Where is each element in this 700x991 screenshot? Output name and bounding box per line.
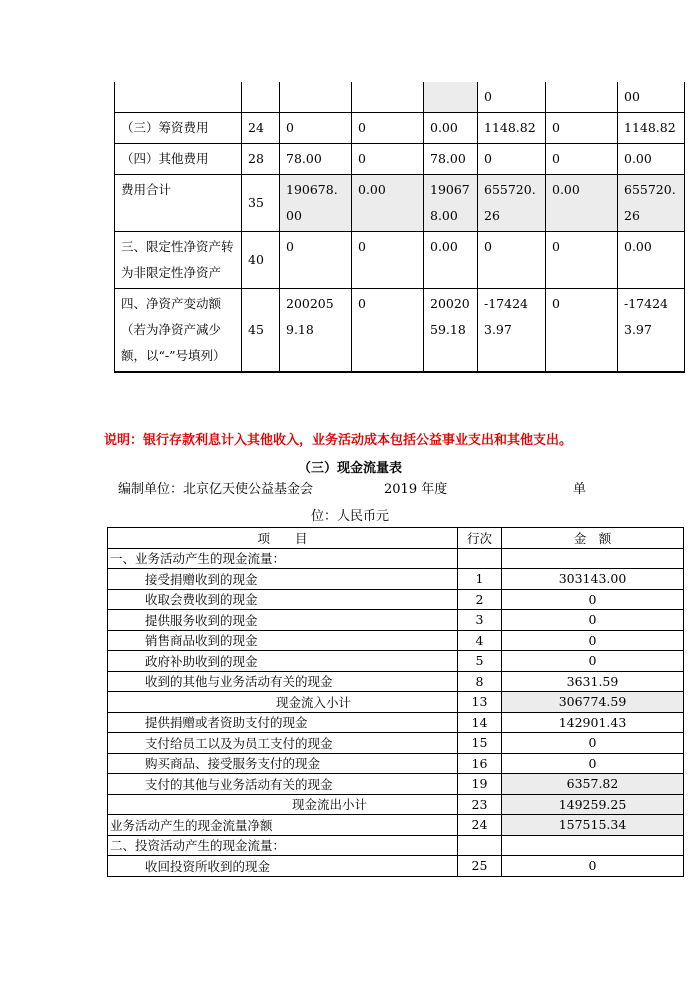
value-cell: 655720.26 [478,175,546,232]
item-cell: （三）筹资费用 [115,113,242,144]
table-header-row [108,528,684,549]
amount-cell: 0 [502,651,684,672]
value-cell: 0 [478,144,546,175]
item-cell: 三、限定性净资产转为非限定性净资产 [115,232,242,289]
table-row [108,712,684,733]
value-cell: 0 [280,232,352,289]
line-cell: 40 [242,232,280,289]
item-cell: 政府补助收到的现金 [108,651,458,672]
table-row [108,835,684,856]
item-cell: 费用合计 [115,175,242,232]
amount-cell: 306774.59 [502,692,684,713]
currency-unit-part1: 单 [573,482,587,497]
table-row [108,569,684,590]
value-cell: 78.00 [280,144,352,175]
amount-cell [502,835,684,856]
item-cell [115,82,242,113]
header-amount: 金 额 [502,528,684,549]
report-year: 2019 年度 [384,482,448,497]
value-cell: 1148.82 [478,113,546,144]
cash-flow-title: （三）现金流量表 [297,461,402,476]
value-cell: 190678.00 [424,175,478,232]
item-cell: 销售商品收到的现金 [108,630,458,651]
value-cell: 0 [546,289,618,373]
table-row [108,753,684,774]
amount-cell: 142901.43 [502,712,684,733]
item-cell: 接受捐赠收到的现金 [108,569,458,590]
value-cell: 0 [352,113,424,144]
item-cell: 四、净资产变动额（若为净资产减少额，以“-”号填列） [115,289,242,373]
value-cell: 0 [352,232,424,289]
line-cell [458,548,502,569]
value-cell [352,82,424,113]
value-cell: 00 [618,82,685,113]
activity-table [114,82,685,373]
line-cell: 24 [242,113,280,144]
item-cell: 一、业务活动产生的现金流量： [108,548,458,569]
amount-cell: 0 [502,630,684,651]
item-cell: 购买商品、接受服务支付的现金 [108,753,458,774]
line-cell: 23 [458,794,502,815]
value-cell: 0 [280,113,352,144]
amount-cell: 6357.82 [502,774,684,795]
value-cell: 2002059.18 [280,289,352,373]
table-row [108,856,684,877]
amount-cell: 0 [502,733,684,754]
table-row [108,815,684,836]
line-cell: 35 [242,175,280,232]
amount-cell: 3631.59 [502,671,684,692]
value-cell: 0 [352,144,424,175]
line-cell: 15 [458,733,502,754]
amount-cell: 0 [502,856,684,877]
item-cell: 提供服务收到的现金 [108,610,458,631]
item-cell: 收回投资所收到的现金 [108,856,458,877]
table-row [108,630,684,651]
table-row [108,651,684,672]
line-cell: 24 [458,815,502,836]
value-cell [280,82,352,113]
line-cell: 28 [242,144,280,175]
amount-cell: 303143.00 [502,569,684,590]
item-cell: 提供捐赠或者资助支付的现金 [108,712,458,733]
table-row [108,692,684,713]
cash-flow-table [107,527,684,877]
value-cell: 0.00 [618,144,685,175]
value-cell: 0 [546,113,618,144]
value-cell [424,82,478,113]
line-cell: 5 [458,651,502,672]
value-cell: -174243.97 [618,289,685,373]
item-cell: 收到的其他与业务活动有关的现金 [108,671,458,692]
line-cell: 2 [458,589,502,610]
value-cell: 0 [352,289,424,373]
item-cell: 现金流入小计 [108,692,458,713]
line-cell: 45 [242,289,280,373]
line-cell: 3 [458,610,502,631]
currency-unit-part2: 位：人民币元 [310,509,389,524]
value-cell: 0.00 [546,175,618,232]
amount-cell: 157515.34 [502,815,684,836]
explanation-note: 说明：银行存款利息计入其他收入，业务活动成本包括公益事业支出和其他支出。 [104,433,573,448]
table-row [108,610,684,631]
table-row [115,144,685,175]
value-cell: 0.00 [424,232,478,289]
value-cell [546,82,618,113]
line-cell: 14 [458,712,502,733]
value-cell: 0 [546,232,618,289]
line-cell: 13 [458,692,502,713]
line-cell: 1 [458,569,502,590]
table-row [115,175,685,232]
line-cell: 4 [458,630,502,651]
table-row [115,113,685,144]
table-row [108,733,684,754]
value-cell: -174243.97 [478,289,546,373]
table-row [108,794,684,815]
line-cell: 19 [458,774,502,795]
preparing-unit: 编制单位：北京亿天使公益基金会 [118,482,314,497]
value-cell: 0 [478,82,546,113]
item-cell: 二、投资活动产生的现金流量： [108,835,458,856]
header-line: 行次 [458,528,502,549]
line-cell [458,835,502,856]
header-item: 项 目 [108,528,458,549]
table-row [108,589,684,610]
amount-cell: 149259.25 [502,794,684,815]
value-cell: 78.00 [424,144,478,175]
value-cell: 190678.00 [280,175,352,232]
line-cell: 8 [458,671,502,692]
line-cell: 25 [458,856,502,877]
value-cell: 0.00 [424,113,478,144]
amount-cell [502,548,684,569]
item-cell: 业务活动产生的现金流量净额 [108,815,458,836]
value-cell: 0 [546,144,618,175]
line-cell [242,82,280,113]
item-cell: 现金流出小计 [108,794,458,815]
table-row [108,671,684,692]
value-cell: 0.00 [618,232,685,289]
value-cell: 0.00 [352,175,424,232]
item-cell: 支付给员工以及为员工支付的现金 [108,733,458,754]
table-row [115,232,685,289]
table-row [108,774,684,795]
value-cell: 0 [478,232,546,289]
value-cell: 2002059.18 [424,289,478,373]
amount-cell: 0 [502,589,684,610]
table-row [115,289,685,373]
item-cell: 支付的其他与业务活动有关的现金 [108,774,458,795]
amount-cell: 0 [502,610,684,631]
amount-cell: 0 [502,753,684,774]
table-row [115,82,685,113]
line-cell: 16 [458,753,502,774]
item-cell: 收取会费收到的现金 [108,589,458,610]
item-cell: （四）其他费用 [115,144,242,175]
value-cell: 1148.82 [618,113,685,144]
table-row [108,548,684,569]
value-cell: 655720.26 [618,175,685,232]
